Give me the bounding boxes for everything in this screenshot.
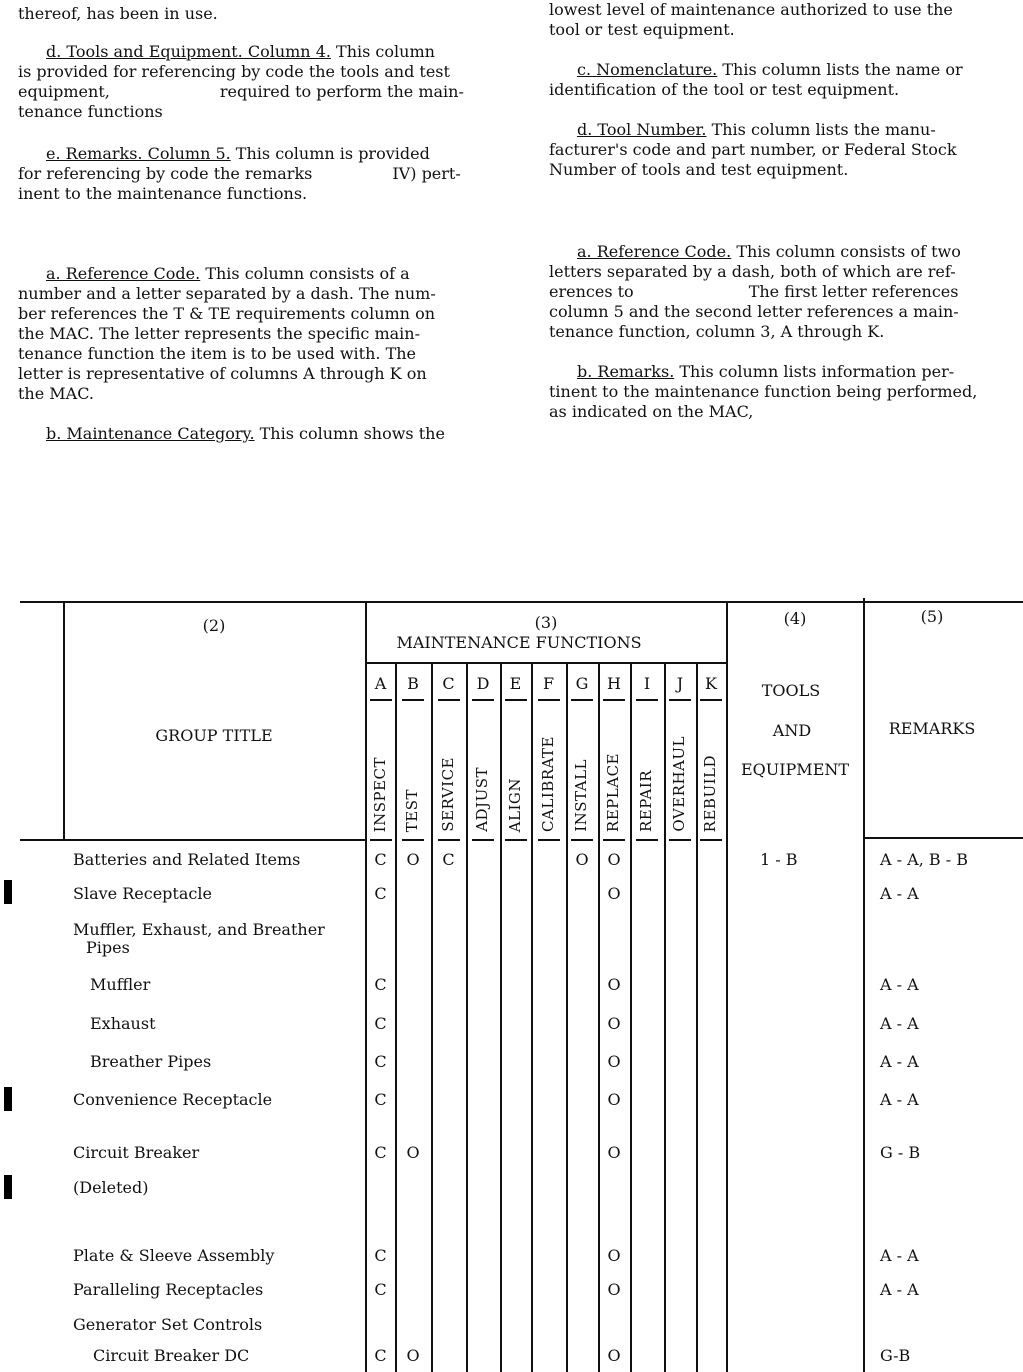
func-column-rule: [500, 664, 502, 1372]
col5-number: (5): [920, 607, 944, 626]
func-name-underline: [669, 839, 691, 841]
para-c-heading: c. Nomenclature.: [577, 60, 718, 79]
row-title: Generator Set Controls: [73, 1315, 263, 1334]
func-code-d: D: [476, 674, 490, 693]
row-title: Paralleling Receptacles: [73, 1280, 264, 1299]
row-title-continued: Pipes: [86, 938, 130, 957]
col2-left-rule: [63, 601, 65, 840]
function-mark: C: [374, 1280, 387, 1299]
row-title: Circuit Breaker: [73, 1143, 200, 1162]
func-name-underline: [571, 839, 593, 841]
func-code-h: H: [607, 674, 621, 693]
para-d-tool-number: d. Tool Number. This column lists the manu- facturer's code and part number, or Federal Stock Number of tools and test equipment.: [549, 120, 957, 179]
row-title: Exhaust: [90, 1014, 156, 1033]
para-d-tools-equipment: d. Tools and Equipment. Column 4. This column is provided for referencing by code the tools and test equipment, required to perform the main- tenance functions: [18, 42, 464, 121]
row-remarks: A - A, B - B: [880, 850, 968, 869]
change-bar: [4, 1175, 12, 1199]
func-name-underline: [636, 839, 658, 841]
function-mark: C: [374, 1143, 387, 1162]
func-name-adjust: ADJUST: [473, 767, 491, 832]
row-remarks: A - A: [880, 1090, 919, 1109]
col5-title: REMARKS: [888, 719, 976, 738]
func-code-c: C: [442, 674, 455, 693]
right-para-intro: lowest level of maintenance authorized to use the tool or test equipment.: [549, 0, 953, 39]
row-remarks: A - A: [880, 1052, 919, 1071]
row-remarks: G-B: [880, 1346, 911, 1365]
func-code-underline: [370, 699, 392, 701]
func-code-underline: [438, 699, 460, 701]
para-e-remarks: e. Remarks. Column 5. This column is provided for referencing by code the remarks IV) pert- inent to the maintenance functions.: [18, 144, 461, 203]
func-name-test: TEST: [403, 788, 421, 832]
col3-number: (3): [534, 613, 558, 632]
function-mark: C: [374, 975, 387, 994]
func-column-rule: [696, 664, 698, 1372]
col4-number: (4): [783, 609, 807, 628]
row-title: Batteries and Related Items: [73, 850, 301, 869]
func-column-rule: [664, 664, 666, 1372]
func-name-install: INSTALL: [572, 759, 590, 832]
col3-left-rule: [365, 601, 367, 1372]
para-a-reference-code-left: a. Reference Code. This column consists of a number and a letter separated by a dash. The num- ber references the T & TE requirements column on the MAC. The letter represents the specific main- tenance function the item is to be used with. The letter is representative of columns A through K on the MAC.: [18, 264, 436, 403]
func-name-align: ALIGN: [505, 777, 524, 832]
func-code-i: I: [643, 674, 651, 693]
para-rb-heading: b. Remarks.: [577, 362, 675, 381]
function-mark: O: [607, 1014, 621, 1033]
row-remarks: A - A: [880, 1280, 919, 1299]
col4-title-line3: EQUIPMENT: [740, 760, 850, 779]
function-mark: C: [374, 1346, 387, 1365]
function-mark: O: [607, 1346, 621, 1365]
table-top-rule: [20, 601, 1023, 603]
para-d-tool-heading: d. Tool Number.: [577, 120, 707, 139]
row-title: Convenience Receptacle: [73, 1090, 273, 1109]
function-mark: C: [374, 1090, 387, 1109]
func-code-underline: [636, 699, 658, 701]
func-name-service: SERVICE: [438, 757, 457, 832]
function-mark: O: [406, 1346, 420, 1365]
func-column-rule: [566, 664, 568, 1372]
row-title: Muffler, Exhaust, and Breather: [73, 920, 325, 939]
func-code-e: E: [509, 674, 522, 693]
func-name-underline: [603, 839, 625, 841]
func-code-underline: [571, 699, 593, 701]
func-name-replace: REPLACE: [604, 752, 622, 832]
para-b-heading: b. Maintenance Category.: [46, 424, 255, 443]
func-code-g: G: [575, 674, 589, 693]
function-mark: O: [607, 1143, 621, 1162]
func-code-a: A: [374, 674, 387, 693]
function-mark: O: [607, 1246, 621, 1265]
func-name-inspect: INSPECT: [370, 756, 389, 832]
function-mark: O: [607, 1090, 621, 1109]
func-name-underline: [472, 839, 494, 841]
func-code-j: J: [676, 674, 684, 693]
row-title: (Deleted): [73, 1178, 149, 1197]
func-code-underline: [603, 699, 625, 701]
func-column-rule: [531, 664, 533, 1372]
func-name-underline: [505, 839, 527, 841]
func-name-underline: [402, 839, 424, 841]
function-mark: O: [406, 1143, 420, 1162]
para-ra-heading: a. Reference Code.: [577, 242, 732, 261]
row-title: Slave Receptacle: [73, 884, 212, 903]
para-c-nomenclature: c. Nomenclature. This column lists the name or identification of the tool or test equipment.: [549, 60, 963, 99]
function-mark: C: [374, 1052, 387, 1071]
func-code-underline: [505, 699, 527, 701]
func-column-rule: [395, 664, 397, 1372]
function-mark: C: [374, 1014, 387, 1033]
func-code-k: K: [705, 674, 717, 693]
row-remarks: A - A: [880, 884, 919, 903]
function-mark: O: [607, 1052, 621, 1071]
change-bar: [4, 880, 12, 904]
func-column-rule: [598, 664, 600, 1372]
row-remarks: A - A: [880, 1014, 919, 1033]
func-column-rule: [431, 664, 433, 1372]
func-name-underline: [700, 839, 722, 841]
function-mark: C: [374, 1246, 387, 1265]
function-mark: C: [374, 884, 387, 903]
col4-title-line1: TOOLS: [761, 681, 821, 700]
function-mark: C: [374, 850, 387, 869]
col2-title: GROUP TITLE: [155, 726, 273, 745]
func-column-rule: [466, 664, 468, 1372]
function-mark: C: [442, 850, 455, 869]
col4-title-line2: AND: [772, 721, 812, 740]
row-tools: 1 - B: [760, 850, 798, 869]
func-code-underline: [700, 699, 722, 701]
func-code-underline: [669, 699, 691, 701]
func-name-repair: REPAIR: [637, 769, 655, 832]
para-b-maintenance-category: b. Maintenance Category. This column shows the: [46, 424, 445, 443]
col3-title: MAINTENANCE FUNCTIONS: [396, 633, 642, 652]
func-code-underline: [402, 699, 424, 701]
row-remarks: A - A: [880, 1246, 919, 1265]
func-name-underline: [370, 839, 392, 841]
func-code-b: B: [407, 674, 419, 693]
func-code-f: F: [542, 674, 555, 693]
func-group-rule: [366, 662, 726, 664]
row-remarks: G - B: [880, 1143, 921, 1162]
para-b-remarks-right: b. Remarks. This column lists information per- tinent to the maintenance function being performed, as indicated on the MAC,: [549, 362, 978, 421]
para-e-heading: e. Remarks. Column 5.: [46, 144, 231, 163]
function-mark: O: [607, 850, 621, 869]
function-mark: O: [406, 850, 420, 869]
function-mark: O: [607, 975, 621, 994]
func-name-underline: [538, 839, 560, 841]
func-name-overhaul: OVERHAUL: [670, 736, 688, 832]
para-d-heading: d. Tools and Equipment. Column 4.: [46, 42, 331, 61]
row-title: Circuit Breaker DC: [93, 1346, 250, 1365]
function-mark: O: [607, 884, 621, 903]
func-name-calibrate: CALIBRATE: [538, 736, 557, 832]
row-title: Breather Pipes: [90, 1052, 212, 1071]
func-column-rule: [630, 664, 632, 1372]
table-header-bottom-rule-right: [864, 837, 1023, 839]
row-title: Plate & Sleeve Assembly: [73, 1246, 275, 1265]
col4-left-rule: [726, 601, 728, 1372]
col5-left-rule: [863, 598, 865, 1372]
func-name-rebuild: REBUILD: [701, 754, 719, 832]
para-a-heading: a. Reference Code.: [46, 264, 201, 283]
function-mark: O: [607, 1280, 621, 1299]
para-a-reference-code-right: a. Reference Code. This column consists of two letters separated by a dash, both of which are ref- erences to The first letter references column 5 and the second letter references a main- tenance function, column 3, A through K.: [549, 242, 961, 341]
table-header-bottom-rule: [20, 839, 366, 841]
func-name-underline: [438, 839, 460, 841]
col2-number: (2): [202, 616, 226, 635]
function-mark: O: [575, 850, 589, 869]
row-title: Muffler: [90, 975, 151, 994]
row-remarks: A - A: [880, 975, 919, 994]
change-bar: [4, 1087, 12, 1111]
left-para-intro: thereof, has been in use.: [18, 4, 218, 23]
func-code-underline: [538, 699, 560, 701]
func-code-underline: [472, 699, 494, 701]
